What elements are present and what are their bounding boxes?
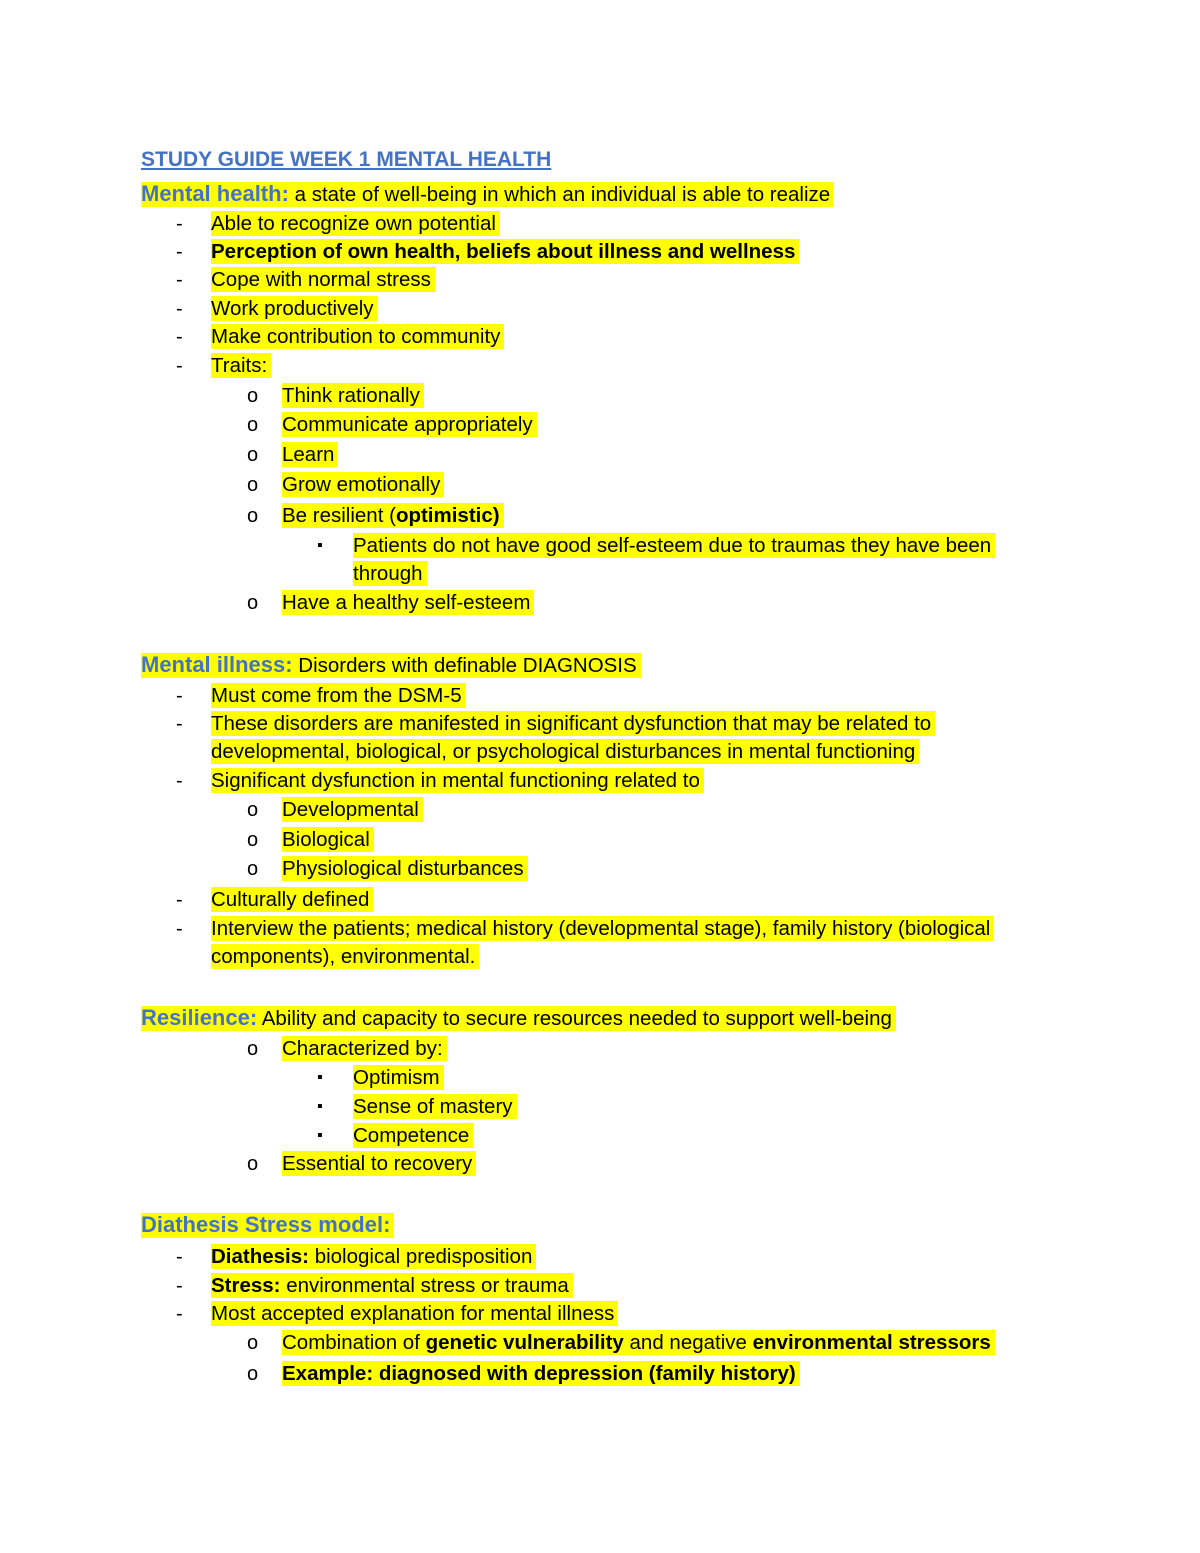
- list-item-continuation: through: [353, 560, 427, 588]
- dash-bullet: -: [176, 355, 183, 377]
- mental-illness-definition: Mental illness: Disorders with definable DIAGNOSIS: [141, 651, 641, 679]
- circle-bullet: o: [247, 444, 259, 466]
- mental-health-definition: Mental health: a state of well-being in which an individual is able to realize: [141, 180, 834, 208]
- dash-bullet: -: [176, 269, 183, 291]
- list-item: Traits:: [211, 352, 271, 380]
- dash-bullet: -: [176, 326, 183, 348]
- circle-bullet: o: [247, 474, 259, 496]
- mental-illness-heading: Mental illness:: [141, 652, 293, 677]
- list-item: Grow emotionally: [282, 471, 444, 499]
- dash-bullet: -: [176, 1275, 183, 1297]
- list-item: Significant dysfunction in mental functioning related to: [211, 767, 704, 795]
- dash-bullet: -: [176, 889, 183, 911]
- list-item-continuation: components), environmental.: [211, 943, 479, 971]
- page-title: STUDY GUIDE WEEK 1 MENTAL HEALTH: [141, 148, 552, 171]
- list-item: Work productively: [211, 295, 378, 323]
- circle-bullet: o: [247, 799, 259, 821]
- list-item: Culturally defined: [211, 886, 373, 914]
- dash-bullet: -: [176, 770, 183, 792]
- dash-bullet: -: [176, 1246, 183, 1268]
- list-item: Communicate appropriately: [282, 411, 537, 439]
- list-item: Stress: environmental stress or trauma: [211, 1272, 573, 1300]
- list-item: Example: diagnosed with depression (family history): [282, 1360, 800, 1388]
- list-item: Be resilient (optimistic): [282, 502, 504, 530]
- dash-bullet: -: [176, 685, 183, 707]
- list-item: Developmental: [282, 796, 423, 824]
- circle-bullet: o: [247, 592, 259, 614]
- list-item: Think rationally: [282, 382, 424, 410]
- dash-bullet: -: [176, 241, 183, 263]
- circle-bullet: o: [247, 1153, 259, 1175]
- list-item: Essential to recovery: [282, 1150, 476, 1178]
- list-item: Have a healthy self-esteem: [282, 589, 534, 617]
- square-bullet: ▪: [317, 1069, 323, 1086]
- resilience-heading: Resilience:: [141, 1005, 258, 1030]
- list-item: Cope with normal stress: [211, 266, 435, 294]
- circle-bullet: o: [247, 858, 259, 880]
- dash-bullet: -: [176, 298, 183, 320]
- list-item: Combination of genetic vulnerability and negative environmental stressors: [282, 1329, 995, 1357]
- list-item: Biological: [282, 826, 374, 854]
- list-item: Patients do not have good self-esteem due to traumas they have been: [353, 532, 995, 560]
- list-item: Sense of mastery: [353, 1093, 517, 1121]
- circle-bullet: o: [247, 385, 259, 407]
- list-item: Diathesis: biological predisposition: [211, 1243, 536, 1271]
- circle-bullet: o: [247, 1363, 259, 1385]
- list-item: These disorders are manifested in significant dysfunction that may be related to: [211, 710, 935, 738]
- square-bullet: ▪: [317, 1098, 323, 1115]
- list-item: Optimism: [353, 1064, 444, 1092]
- list-item: Interview the patients; medical history (developmental stage), family history (biological: [211, 915, 994, 943]
- circle-bullet: o: [247, 1038, 259, 1060]
- dash-bullet: -: [176, 918, 183, 940]
- circle-bullet: o: [247, 414, 259, 436]
- list-item: Must come from the DSM-5: [211, 682, 466, 710]
- list-item: Able to recognize own potential: [211, 210, 500, 238]
- list-item: Learn: [282, 441, 338, 469]
- square-bullet: ▪: [317, 1127, 323, 1144]
- diathesis-heading: Diathesis Stress model:: [141, 1212, 391, 1237]
- list-item: Physiological disturbances: [282, 855, 528, 883]
- square-bullet: ▪: [317, 537, 323, 554]
- list-item: Characterized by:: [282, 1035, 447, 1063]
- list-item: Most accepted explanation for mental illness: [211, 1300, 618, 1328]
- circle-bullet: o: [247, 505, 259, 527]
- list-item: Make contribution to community: [211, 323, 504, 351]
- resilience-definition: Resilience: Ability and capacity to secure resources needed to support well-being: [141, 1004, 896, 1032]
- circle-bullet: o: [247, 829, 259, 851]
- circle-bullet: o: [247, 1332, 259, 1354]
- diathesis-heading-line: [141, 1211, 394, 1239]
- list-item-continuation: developmental, biological, or psychological disturbances in mental functioning: [211, 738, 919, 766]
- list-item: Perception of own health, beliefs about illness and wellness: [211, 238, 799, 266]
- dash-bullet: -: [176, 213, 183, 235]
- list-item: Competence: [353, 1122, 473, 1150]
- dash-bullet: -: [176, 713, 183, 735]
- dash-bullet: -: [176, 1303, 183, 1325]
- mental-health-heading: Mental health:: [141, 181, 289, 206]
